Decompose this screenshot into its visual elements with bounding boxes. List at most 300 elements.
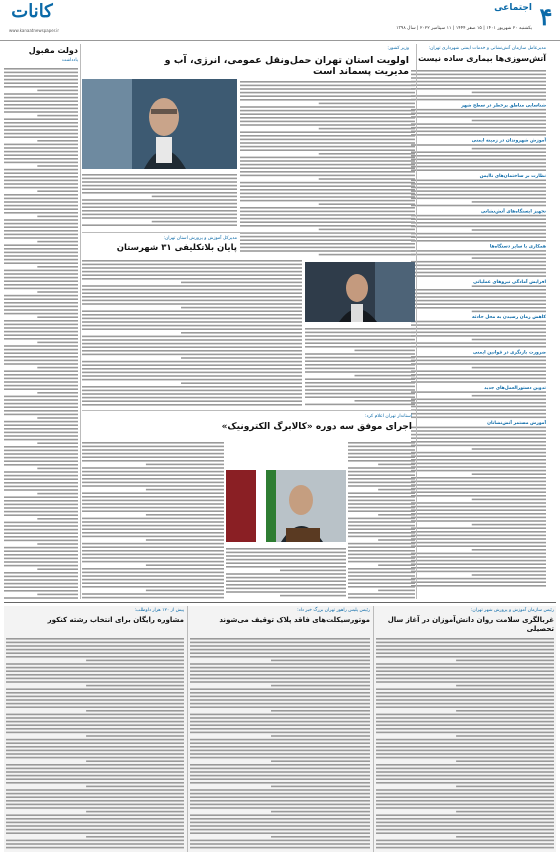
- text-line: [348, 597, 415, 599]
- text-line: [82, 214, 237, 216]
- text-line: [472, 92, 546, 94]
- text-line: [456, 660, 554, 662]
- text-line: [411, 427, 546, 429]
- text-line: [146, 590, 224, 592]
- text-line: [82, 336, 302, 338]
- text-line: [240, 182, 415, 184]
- text-line: [4, 144, 78, 146]
- text-line: [411, 321, 546, 323]
- text-line: [411, 370, 546, 372]
- text-line: [37, 140, 78, 142]
- text-line: [4, 180, 78, 182]
- text-line: [456, 786, 554, 788]
- text-line: [411, 84, 546, 86]
- text-line: [146, 464, 224, 466]
- text-line: [4, 554, 78, 556]
- text-line: [82, 386, 302, 388]
- text-line: [305, 396, 415, 398]
- text-line: [82, 485, 224, 487]
- text-line: [411, 545, 546, 547]
- text-line: [190, 793, 370, 795]
- text-line: [226, 584, 346, 586]
- text-line: [6, 753, 184, 755]
- text-line: [411, 99, 546, 101]
- text-line: [4, 162, 78, 164]
- text-line: [190, 652, 370, 654]
- text-line: [4, 309, 78, 311]
- text-line: [82, 192, 237, 194]
- text-line: [4, 172, 78, 174]
- text-line: [37, 518, 78, 520]
- text-line: [4, 532, 78, 534]
- text-line: [4, 478, 78, 480]
- text-line: [411, 222, 546, 224]
- text-line: [319, 103, 415, 105]
- text-line: [82, 518, 224, 520]
- text-line: [190, 829, 370, 831]
- text-line: [4, 327, 78, 329]
- text-line: [4, 590, 78, 592]
- text-line: [146, 564, 224, 566]
- text-line: [37, 342, 78, 344]
- text-line: [4, 525, 78, 527]
- text-line: [411, 215, 546, 217]
- text-line: [4, 475, 78, 477]
- text-line: [411, 556, 546, 558]
- text-line: [240, 225, 415, 227]
- text-line: [240, 121, 415, 123]
- text-line: [4, 75, 78, 77]
- page-number: ۴: [539, 2, 553, 31]
- text-line: [4, 586, 78, 588]
- text-line: [4, 169, 78, 171]
- text-line: [190, 656, 370, 658]
- text-line: [411, 520, 546, 522]
- text-lines: [226, 546, 346, 600]
- text-line: [280, 595, 346, 597]
- text-line: [411, 162, 546, 164]
- text-line: [240, 167, 415, 169]
- text-line: [411, 250, 546, 252]
- text-line: [190, 688, 370, 690]
- text-line: [240, 189, 415, 191]
- text-line: [4, 118, 78, 120]
- text-line: [181, 307, 302, 309]
- left-headline: دولت مقبول: [28, 46, 78, 55]
- text-line: [82, 199, 237, 201]
- text-line: [190, 796, 370, 798]
- text-line: [4, 108, 78, 110]
- text-line: [37, 241, 78, 243]
- text-line: [348, 561, 415, 563]
- text-line: [240, 113, 415, 115]
- text-line: [4, 176, 78, 178]
- text-line: [472, 120, 546, 122]
- text-line: [411, 226, 546, 228]
- text-line: [456, 735, 554, 737]
- text-line: [190, 649, 370, 651]
- text-line: [411, 437, 546, 439]
- text-line: [6, 814, 184, 816]
- text-lines: [82, 440, 224, 600]
- text-line: [411, 567, 546, 569]
- text-line: [226, 580, 346, 582]
- subheading: افزایش آمادگی نیروهای عملیاتی: [473, 279, 546, 285]
- text-line: [378, 539, 415, 541]
- text-line: [240, 85, 415, 87]
- text-line: [82, 397, 302, 399]
- text-line: [4, 72, 78, 74]
- text-line: [378, 464, 415, 466]
- text-line: [411, 342, 546, 344]
- text-line: [4, 122, 78, 124]
- text-line: [348, 557, 415, 559]
- text-line: [411, 144, 546, 146]
- text-line: [305, 346, 415, 348]
- text-line: [472, 257, 546, 259]
- text-line: [6, 724, 184, 726]
- text-line: [411, 491, 546, 493]
- text-line: [4, 446, 78, 448]
- text-line: [305, 360, 415, 362]
- governor-photo: [226, 470, 346, 542]
- text-line: [86, 735, 184, 737]
- text-line: [82, 456, 224, 458]
- text-line: [376, 807, 554, 809]
- text-line: [411, 531, 546, 533]
- text-line: [4, 198, 78, 200]
- text-line: [226, 552, 346, 554]
- bottom-headline-2: موتورسیکلت‌های فاقد پلاک توقیف می‌شوند: [219, 616, 370, 624]
- text-line: [4, 597, 78, 599]
- text-line: [411, 116, 546, 118]
- text-line: [376, 829, 554, 831]
- text-line: [240, 142, 415, 144]
- text-line: [4, 561, 78, 563]
- text-line: [411, 272, 546, 274]
- text-line: [376, 742, 554, 744]
- text-line: [376, 674, 554, 676]
- text-line: [411, 236, 546, 238]
- text-line: [82, 174, 237, 176]
- text-line: [411, 413, 546, 415]
- text-line: [411, 399, 546, 401]
- text-line: [376, 645, 554, 647]
- text-line: [4, 255, 78, 257]
- text-line: [190, 645, 370, 647]
- text-line: [190, 742, 370, 744]
- text-line: [190, 638, 370, 640]
- text-line: [82, 393, 302, 395]
- text-line: [4, 572, 78, 574]
- text-line: [319, 178, 415, 180]
- text-line: [82, 224, 237, 226]
- top-kicker: وزیر کشور:: [387, 46, 409, 51]
- text-line: [348, 521, 415, 523]
- text-line: [4, 374, 78, 376]
- text-line: [190, 732, 370, 734]
- bottom-body-1: [376, 636, 554, 850]
- text-line: [348, 532, 415, 534]
- text-line: [4, 154, 78, 156]
- text-line: [305, 382, 415, 384]
- text-line: [411, 113, 546, 115]
- text-lines: [305, 326, 415, 408]
- text-line: [472, 229, 546, 231]
- text-line: [411, 509, 546, 511]
- text-line: [82, 296, 302, 298]
- text-line: [190, 771, 370, 773]
- text-line: [4, 403, 78, 405]
- text-line: [376, 757, 554, 759]
- text-line: [240, 221, 415, 223]
- text-line: [376, 732, 554, 734]
- text-line: [411, 159, 546, 161]
- text-line: [4, 579, 78, 581]
- text-line: [4, 320, 78, 322]
- subheading: کاهش زمان رسیدن به محل حادثه: [472, 315, 546, 321]
- text-lines: [82, 172, 237, 228]
- text-line: [348, 482, 415, 484]
- section-title: اجتماعی: [494, 3, 532, 13]
- text-line: [4, 284, 78, 286]
- text-line: [376, 678, 554, 680]
- text-line: [4, 464, 78, 466]
- mid2-kicker: استاندار تهران اعلام کرد:: [365, 414, 412, 419]
- text-line: [456, 836, 554, 838]
- text-line: [376, 822, 554, 824]
- text-line: [190, 840, 370, 842]
- text-line: [411, 218, 546, 220]
- text-line: [6, 793, 184, 795]
- text-line: [271, 786, 370, 788]
- text-line: [411, 495, 546, 497]
- text-line: [4, 356, 78, 358]
- text-line: [376, 724, 554, 726]
- text-line: [411, 356, 546, 358]
- text-line: [190, 739, 370, 741]
- text-line: [82, 503, 224, 505]
- text-line: [4, 500, 78, 502]
- text-line: [411, 187, 546, 189]
- text-line: [6, 829, 184, 831]
- text-line: [348, 460, 415, 462]
- text-line: [4, 576, 78, 578]
- text-line: [411, 535, 546, 537]
- text-line: [4, 511, 78, 513]
- text-line: [348, 572, 415, 574]
- text-line: [4, 338, 78, 340]
- text-line: [4, 313, 78, 315]
- text-line: [4, 295, 78, 297]
- text-line: [4, 352, 78, 354]
- text-line: [348, 456, 415, 458]
- text-line: [146, 514, 224, 516]
- text-line: [4, 460, 78, 462]
- text-line: [82, 557, 224, 559]
- text-line: [305, 353, 415, 355]
- text-line: [82, 321, 302, 323]
- text-line: [411, 205, 546, 207]
- text-line: [240, 157, 415, 159]
- text-line: [411, 452, 546, 454]
- text-line: [411, 240, 546, 242]
- text-line: [378, 489, 415, 491]
- text-line: [411, 303, 546, 305]
- bottom-kicker-2: رئیس پلیس راهور تهران بزرگ خبر داد:: [297, 608, 370, 613]
- text-line: [411, 459, 546, 461]
- text-line: [378, 564, 415, 566]
- text-line: [82, 206, 237, 208]
- text-line: [348, 546, 415, 548]
- column-rule: [373, 606, 374, 852]
- text-line: [240, 243, 415, 245]
- text-line: [348, 525, 415, 527]
- text-line: [240, 95, 415, 97]
- text-line: [82, 446, 224, 448]
- text-line: [4, 388, 78, 390]
- text-line: [6, 703, 184, 705]
- text-lines: [376, 636, 554, 850]
- text-line: [472, 524, 546, 526]
- text-line: [4, 244, 78, 246]
- text-line: [6, 771, 184, 773]
- text-line: [376, 696, 554, 698]
- text-line: [411, 332, 546, 334]
- text-line: [6, 678, 184, 680]
- text-line: [240, 149, 415, 151]
- text-line: [4, 93, 78, 95]
- text-line: [4, 529, 78, 531]
- text-line: [4, 79, 78, 81]
- text-line: [319, 153, 415, 155]
- text-line: [4, 457, 78, 459]
- text-line: [4, 82, 78, 84]
- text-line: [82, 278, 302, 280]
- text-line: [411, 538, 546, 540]
- text-line: [271, 735, 370, 737]
- text-line: [4, 345, 78, 347]
- text-line: [348, 500, 415, 502]
- text-line: [271, 710, 370, 712]
- text-line: [86, 760, 184, 762]
- text-line: [190, 699, 370, 701]
- text-line: [411, 542, 546, 544]
- text-line: [82, 582, 224, 584]
- text-line: [378, 590, 415, 592]
- text-line: [190, 750, 370, 752]
- text-line: [37, 115, 78, 117]
- text-line: [411, 488, 546, 490]
- text-line: [319, 203, 415, 205]
- text-line: [411, 346, 546, 348]
- text-line: [376, 638, 554, 640]
- text-line: [319, 254, 415, 256]
- text-line: [82, 274, 302, 276]
- text-line: [411, 166, 546, 168]
- text-line: [280, 570, 346, 572]
- text-line: [82, 550, 224, 552]
- text-line: [190, 674, 370, 676]
- text-line: [6, 674, 184, 676]
- text-line: [4, 100, 78, 102]
- text-line: [376, 764, 554, 766]
- text-line: [82, 350, 302, 352]
- text-line: [4, 370, 78, 372]
- text-line: [226, 591, 346, 593]
- text-line: [37, 468, 78, 470]
- text-line: [4, 187, 78, 189]
- text-line: [376, 753, 554, 755]
- text-line: [4, 151, 78, 153]
- subheading: آموزش شهروندان در زمینه ایمنی: [471, 138, 546, 144]
- text-line: [472, 339, 546, 341]
- text-line: [86, 685, 184, 687]
- text-line: [4, 522, 78, 524]
- text-line: [4, 86, 78, 88]
- text-line: [4, 97, 78, 99]
- text-line: [37, 442, 78, 444]
- text-line: [4, 306, 78, 308]
- text-line: [6, 750, 184, 752]
- text-line: [82, 554, 224, 556]
- text-line: [226, 559, 346, 561]
- text-line: [37, 392, 78, 394]
- text-line: [6, 843, 184, 845]
- text-line: [411, 123, 546, 125]
- text-line: [82, 500, 224, 502]
- text-line: [82, 536, 224, 538]
- text-line: [6, 681, 184, 683]
- text-line: [6, 717, 184, 719]
- left-byline: یادداشت: [61, 58, 78, 63]
- text-line: [82, 453, 224, 455]
- text-line: [6, 764, 184, 766]
- mid2-body-c: [226, 546, 346, 600]
- text-line: [82, 521, 224, 523]
- text-line: [376, 667, 554, 669]
- text-line: [348, 471, 415, 473]
- text-line: [411, 261, 546, 263]
- text-line: [411, 169, 546, 171]
- text-line: [37, 165, 78, 167]
- text-line: [82, 467, 224, 469]
- text-line: [411, 335, 546, 337]
- text-line: [4, 129, 78, 131]
- text-line: [82, 404, 302, 406]
- text-line: [456, 811, 554, 813]
- text-line: [4, 504, 78, 506]
- text-line: [240, 185, 415, 187]
- text-line: [376, 825, 554, 827]
- text-line: [37, 367, 78, 369]
- text-line: [82, 178, 237, 180]
- text-line: [348, 586, 415, 588]
- text-line: [82, 579, 224, 581]
- text-line: [4, 183, 78, 185]
- text-line: [472, 448, 546, 450]
- text-line: [4, 280, 78, 282]
- text-line: [4, 111, 78, 113]
- text-line: [240, 160, 415, 162]
- text-line: [348, 554, 415, 556]
- text-line: [190, 714, 370, 716]
- mid2-body-r: [348, 440, 415, 600]
- text-line: [411, 560, 546, 562]
- text-line: [37, 90, 78, 92]
- text-line: [4, 507, 78, 509]
- text-line: [411, 324, 546, 326]
